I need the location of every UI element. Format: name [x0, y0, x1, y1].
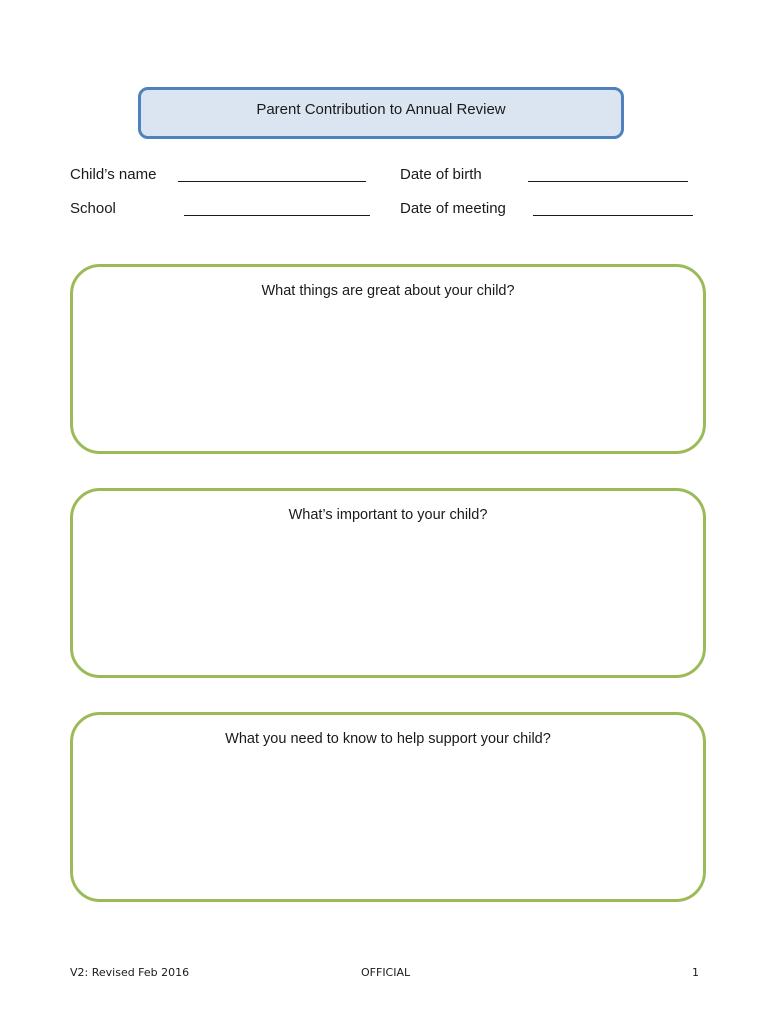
page-title: Parent Contribution to Annual Review [256, 101, 506, 118]
support-child-answer-area[interactable] [93, 765, 683, 883]
section-heading: What things are great about your child? [261, 283, 515, 299]
section-heading: What you need to know to help support your child? [225, 731, 551, 747]
school-label: School [70, 200, 116, 217]
section-heading: What’s important to your child? [288, 507, 488, 523]
school-field[interactable] [184, 215, 370, 216]
great-about-child-answer-area[interactable] [93, 317, 683, 435]
section-great-about-child [70, 264, 706, 454]
childs-name-label: Child’s name [70, 166, 157, 183]
date-of-meeting-field[interactable] [533, 215, 693, 216]
section-support-child [70, 712, 706, 902]
section-important-to-child [70, 488, 706, 678]
date-of-birth-label: Date of birth [400, 166, 482, 183]
childs-name-field[interactable] [178, 181, 366, 182]
date-of-meeting-label: Date of meeting [400, 200, 506, 217]
footer-version: V2: Revised Feb 2016 [70, 966, 190, 979]
date-of-birth-field[interactable] [528, 181, 688, 182]
page-number: 1 [692, 966, 699, 979]
footer-classification: OFFICIAL [361, 966, 411, 979]
important-to-child-answer-area[interactable] [93, 541, 683, 659]
form-title-box [138, 87, 624, 139]
